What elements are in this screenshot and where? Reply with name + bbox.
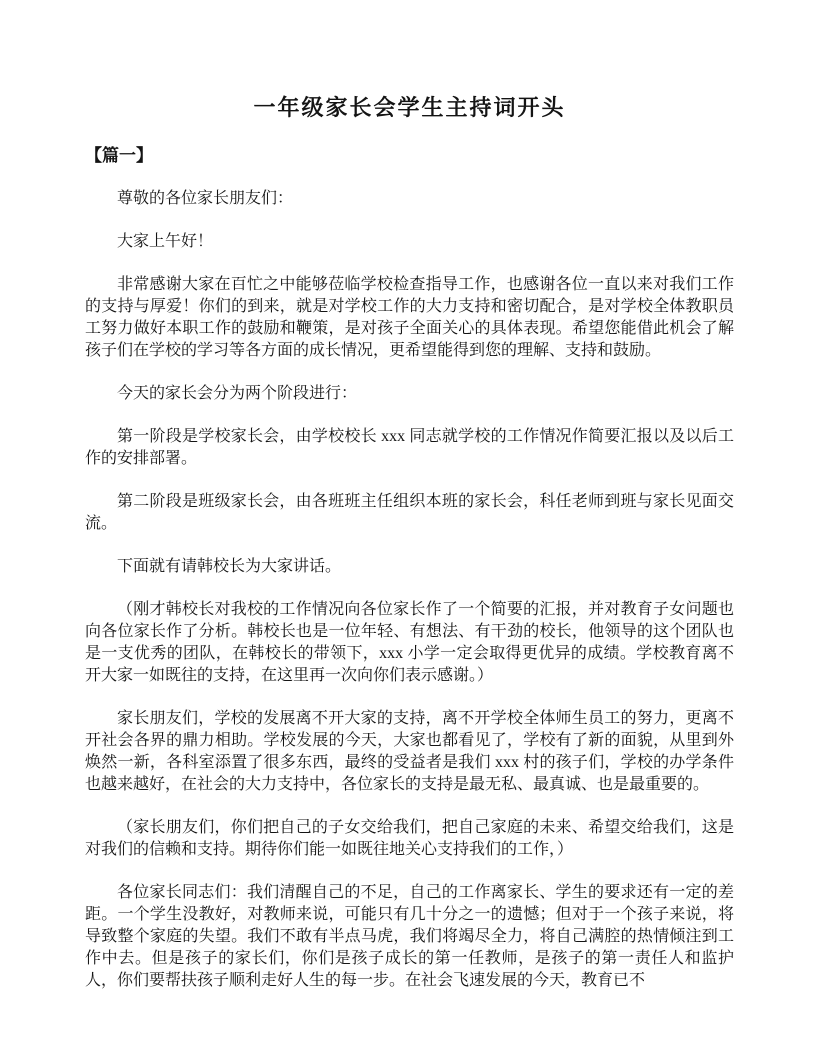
- paragraph-school-development: 家长朋友们，学校的发展离不开大家的支持，离不开学校全体师生员工的努力，更离不开社会各界的鼎力相助。学校发展的今天，大家也都看见了，学校有了新的面貌，从里到外焕然一新，各科室添置了很多东西，最终的受益者是我们 xxx 村的孩子们，学校的办学条件也越来越好，在社会的大力支持中，各位家长的支持是最无私、最真诚、也是最重要的。: [85, 710, 734, 793]
- paragraph-salutation: 尊敬的各位家长朋友们：: [117, 190, 294, 207]
- paragraph-stage-two: 第二阶段是班级家长会，由各班班主任组织本班的家长会，科任老师到班与家长见面交流。: [85, 493, 734, 532]
- paragraph-stage-one: 第一阶段是学校家长会，由学校校长 xxx 同志就学校的工作情况作简要汇报以及以后工作的安排部署。: [85, 428, 734, 467]
- paragraph-teacher-responsibility: 各位家长同志们：我们清醒自己的不足，自己的工作离家长、学生的要求还有一定的差距。一个学生没教好，对教师来说，可能只有几十分之一的遗憾；但对于一个孩子来说，将导致整个家庭的失望。我们不敢有半点马虎，我们将竭尽全力，将自己满腔的热情倾注到工作中去。但是孩子的家长们，你们是孩子成长的第一任教师，是孩子的第一责任人和监护人，你们要帮扶孩子顺利走好人生的每一步。在社会飞速发展的今天，教育已不: [85, 884, 734, 989]
- paragraph-greeting: 大家上午好！: [117, 233, 214, 250]
- paragraph-thanks: 非常感谢大家在百忙之中能够莅临学校检查指导工作，也感谢各位一直以来对我们工作的支持与厚爱！你们的到来，就是对学校工作的大力支持和密切配合，是对学校全体教职员工努力做好本职工作的鼓励和鞭策，是对孩子全面关心的具体表现。希望您能借此机会了解孩子们在学校的学习等各方面的成长情况，更希望能得到您的理解、支持和鼓励。: [85, 276, 734, 359]
- paragraph-agenda-intro: 今天的家长会分为两个阶段进行：: [117, 385, 358, 402]
- paragraph-principal-remarks: （刚才韩校长对我校的工作情况向各位家长作了一个简要的汇报，并对教育子女问题也向各位家长作了分析。韩校长也是一位年轻、有想法、有干劲的校长，他领导的这个团队也是一支优秀的团队，在韩校长的带领下，xxx 小学一定会取得更优异的成绩。学校教育离不开大家一如既往的支持，在这里再一次向你们表示感谢。）: [85, 601, 734, 684]
- document-title: 一年级家长会学生主持词开头: [253, 95, 566, 120]
- paragraph-trust: （家长朋友们，你们把自己的子女交给我们，把自己家庭的未来、希望交给我们，这是对我们的信赖和支持。期待你们能一如既往地关心支持我们的工作，）: [85, 819, 734, 858]
- paragraph-invite-principal: 下面就有请韩校长为大家讲话。: [117, 558, 342, 575]
- section-heading: 【篇一】: [85, 146, 153, 165]
